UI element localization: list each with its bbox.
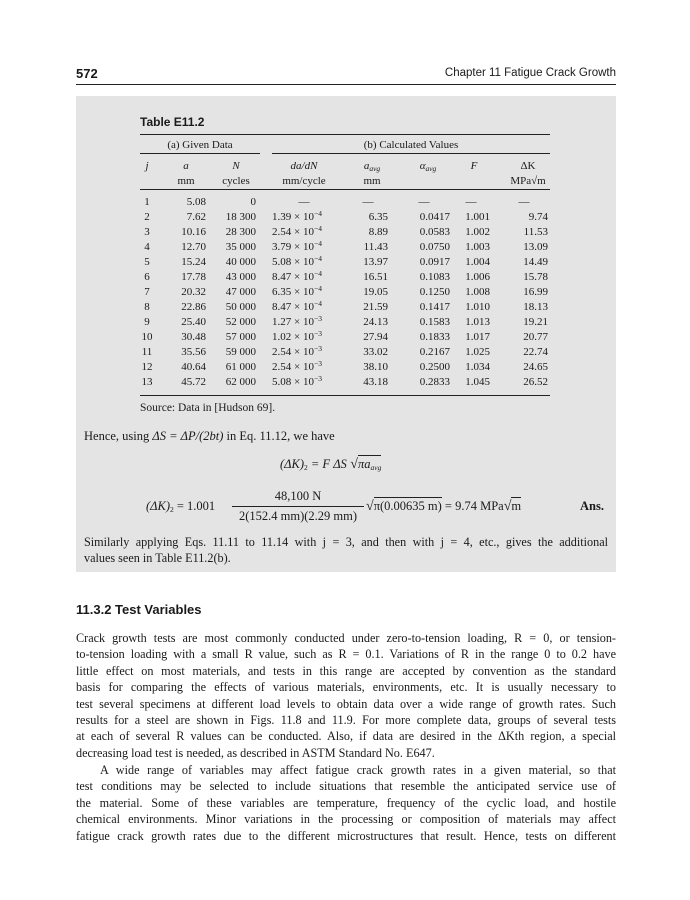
cell-alpha-avg: 0.0583 xyxy=(419,226,450,238)
cell-j: 6 xyxy=(144,271,150,283)
col-header-n: N xyxy=(232,160,240,172)
cell-delta-k: 15.78 xyxy=(523,271,548,283)
cell-delta-k: 18.13 xyxy=(523,301,548,313)
col-header-alpha-avg: $\alpha_{avg}$ xyxy=(419,160,437,173)
unit-dadn: mm/cycle xyxy=(282,175,326,187)
group-calculated-rule xyxy=(272,153,550,154)
group-calculated-label: (b) Calculated Values xyxy=(363,139,459,151)
cell-j: 8 xyxy=(144,301,150,313)
cell-dadn-mantissa: 2.54 × 10 xyxy=(272,346,314,358)
cell-delta-k: 11.53 xyxy=(523,226,548,238)
cell-dadn-mantissa: 3.79 × 10 xyxy=(272,241,314,253)
cell-a-avg: 19.05 xyxy=(363,286,388,298)
page-number: 572 xyxy=(76,66,98,81)
cell-a: 5.08 xyxy=(186,196,206,208)
paragraph-line: basis for comparing the effects of various materials, environments, etc. It is usually necessary to xyxy=(76,680,616,695)
paragraph-line: to-tension loading with a small R value, such as R = 0.1. Variations of R in the range 0 to 0.2 have xyxy=(76,647,616,662)
cell-f: 1.004 xyxy=(465,256,490,268)
cell-dadn-exponent: −3 xyxy=(313,374,322,383)
cell-delta-k: 22.74 xyxy=(523,346,548,358)
cell-a: 15.24 xyxy=(181,256,206,268)
table-title: Table E11.2 xyxy=(140,115,205,129)
cell-f: — xyxy=(465,196,477,208)
example-intro: Hence, using ΔS = ΔP/(2bt) in Eq. 11.12, we have xyxy=(84,429,335,443)
section-paragraph-1 xyxy=(76,630,616,761)
cell-dadn xyxy=(272,256,336,269)
cell-a-avg: — xyxy=(362,196,374,208)
equation-2-fraction-bar xyxy=(232,506,364,507)
cell-f: 1.006 xyxy=(465,271,490,283)
cell-j: 9 xyxy=(144,316,150,328)
section-heading: 11.3.2 Test Variables xyxy=(76,602,202,617)
cell-dadn-exponent: −4 xyxy=(313,299,322,308)
cell-dadn-mantissa: 8.47 × 10 xyxy=(272,271,314,283)
cell-j: 12 xyxy=(141,361,153,373)
col-header-dadn: da/dN xyxy=(290,160,318,172)
cell-delta-k: 24.65 xyxy=(523,361,548,373)
equation-2-numerator: 48,100 N xyxy=(274,489,322,503)
unit-a-avg: mm xyxy=(363,175,381,187)
cell-n: 52 000 xyxy=(225,316,256,328)
cell-alpha-avg: 0.0917 xyxy=(419,256,450,268)
cell-dadn-mantissa: 2.54 × 10 xyxy=(272,361,314,373)
cell-dadn xyxy=(272,331,336,344)
col-header-a-avg: $a_{avg}$ xyxy=(363,160,381,173)
cell-j: 13 xyxy=(141,376,153,388)
cell-delta-k: 26.52 xyxy=(523,376,548,388)
cell-a-avg: 27.94 xyxy=(363,331,388,343)
paragraph-line: Crack growth tests are most commonly conducted under zero-to-tension loading, R = 0, or tension- xyxy=(76,631,616,645)
cell-dadn xyxy=(272,346,336,359)
cell-dadn xyxy=(272,316,336,329)
cell-j: 10 xyxy=(141,331,153,343)
group-given-rule xyxy=(140,153,260,154)
cell-a: 30.48 xyxy=(181,331,206,343)
cell-dadn-mantissa: 1.39 × 10 xyxy=(272,211,314,223)
cell-j: 1 xyxy=(144,196,150,208)
cell-dadn-exponent: −4 xyxy=(313,284,322,293)
cell-dadn-mantissa: 1.02 × 10 xyxy=(272,331,314,343)
cell-f: 1.003 xyxy=(465,241,490,253)
cell-f: 1.002 xyxy=(465,226,490,238)
col-header-f: F xyxy=(470,160,478,172)
cell-n: 47 000 xyxy=(225,286,256,298)
cell-alpha-avg: 0.0750 xyxy=(419,241,450,253)
cell-n: 61 000 xyxy=(225,361,256,373)
cell-n: 43 000 xyxy=(225,271,256,283)
col-header-delta-k: ΔK xyxy=(520,160,536,172)
cell-f: 1.010 xyxy=(465,301,490,313)
cell-dadn-mantissa: 5.08 × 10 xyxy=(272,256,314,268)
cell-a-avg: 8.89 xyxy=(368,226,388,238)
group-given-label: (a) Given Data xyxy=(167,139,233,151)
cell-alpha-avg: 0.1250 xyxy=(419,286,450,298)
unit-delta-k: MPa√m xyxy=(510,175,546,187)
cell-j: 4 xyxy=(144,241,150,253)
example-closing-line: Similarly applying Eqs. 11.11 to 11.14 with j = 3, and then with j = 4, etc., gives the additional xyxy=(84,535,608,549)
paragraph-line: the material. Some of these variables are temperature, frequency of the cyclic load, and hostile xyxy=(76,795,616,810)
cell-dadn-exponent: −4 xyxy=(313,254,322,263)
table-source: Source: Data in [Hudson 69]. xyxy=(140,402,276,414)
cell-a-avg: 13.97 xyxy=(363,256,388,268)
paragraph-line: A wide range of variables may affect fatigue crack growth rates in a given material, so that xyxy=(100,763,616,777)
cell-dadn-exponent: −4 xyxy=(313,224,322,233)
paragraph-line: fatigue crack growth rates due to the different microstructures that result. Hence, tests on different xyxy=(76,828,616,843)
col-header-j: j xyxy=(145,160,149,172)
cell-dadn xyxy=(272,241,336,254)
cell-dadn xyxy=(272,376,336,389)
cell-n: 62 000 xyxy=(225,376,256,388)
cell-dadn: — xyxy=(298,196,310,208)
cell-dadn xyxy=(272,301,336,314)
cell-a: 40.64 xyxy=(181,361,206,373)
cell-j: 2 xyxy=(144,211,150,223)
cell-a: 7.62 xyxy=(186,211,206,223)
cell-alpha-avg: 0.1083 xyxy=(419,271,450,283)
paragraph-line: test conditions may be selected to include situations that resemble the anticipated service use of xyxy=(76,779,616,794)
cell-dadn-exponent: −3 xyxy=(313,344,322,353)
section-paragraph-2 xyxy=(76,762,616,844)
cell-delta-k: 20.77 xyxy=(523,331,548,343)
cell-j: 7 xyxy=(144,286,150,298)
cell-f: 1.017 xyxy=(465,331,490,343)
cell-f: 1.045 xyxy=(465,376,490,388)
equation-2-rhs: √π(0.00635 m) = 9.74 MPa√m xyxy=(366,499,522,514)
paragraph-line: decreasing load test is needed, as described in ASTM Standard No. E647. xyxy=(76,745,435,760)
unit-a: mm xyxy=(177,175,195,187)
cell-n: 50 000 xyxy=(225,301,256,313)
cell-dadn-exponent: −4 xyxy=(313,269,322,278)
cell-a-avg: 16.51 xyxy=(363,271,388,283)
cell-a: 10.16 xyxy=(181,226,206,238)
cell-f: 1.025 xyxy=(465,346,490,358)
cell-j: 3 xyxy=(144,226,150,238)
cell-delta-k: 13.09 xyxy=(523,241,548,253)
cell-n: 35 000 xyxy=(225,241,256,253)
paragraph-line: little effect on most materials, and tests in this range are accepted by convention as the standard xyxy=(76,663,616,678)
cell-dadn-mantissa: 2.54 × 10 xyxy=(272,226,314,238)
cell-a: 45.72 xyxy=(181,376,206,388)
unit-n: cycles xyxy=(222,175,250,187)
cell-n: 0 xyxy=(250,196,256,208)
equation-2-denominator: 2(152.4 mm)(2.29 mm) xyxy=(238,509,358,523)
cell-dadn xyxy=(272,211,336,224)
cell-delta-k: 16.99 xyxy=(523,286,548,298)
cell-dadn xyxy=(272,286,336,299)
table-header-rule xyxy=(140,189,550,190)
example-closing-line: values seen in Table E11.2(b). xyxy=(84,551,231,566)
cell-a: 12.70 xyxy=(181,241,206,253)
cell-j: 11 xyxy=(141,346,153,358)
cell-n: 40 000 xyxy=(225,256,256,268)
cell-f: 1.001 xyxy=(465,211,490,223)
cell-delta-k: 9.74 xyxy=(528,211,548,223)
cell-f: 1.034 xyxy=(465,361,490,373)
cell-a-avg: 38.10 xyxy=(363,361,388,373)
paragraph-line: chemical environments. Minor variations in the processing or composition of materials may affect xyxy=(76,812,616,827)
cell-dadn-exponent: −3 xyxy=(313,329,322,338)
example-closing xyxy=(84,534,608,567)
cell-n: 59 000 xyxy=(225,346,256,358)
cell-alpha-avg: 0.2833 xyxy=(419,376,450,388)
cell-a-avg: 33.02 xyxy=(363,346,388,358)
cell-n: 28 300 xyxy=(225,226,256,238)
cell-dadn-mantissa: 8.47 × 10 xyxy=(272,301,314,313)
cell-a: 35.56 xyxy=(181,346,206,358)
cell-a: 17.78 xyxy=(181,271,206,283)
cell-a: 20.32 xyxy=(181,286,206,298)
cell-n: 57 000 xyxy=(225,331,256,343)
cell-delta-k: 19.21 xyxy=(523,316,548,328)
equation-2-lhs: $(\Delta K)_2 = 1.001$ xyxy=(146,499,216,514)
cell-a: 25.40 xyxy=(181,316,206,328)
cell-n: 18 300 xyxy=(225,211,256,223)
cell-dadn-mantissa: 6.35 × 10 xyxy=(272,286,314,298)
cell-alpha-avg: 0.1583 xyxy=(419,316,450,328)
cell-dadn xyxy=(272,226,336,239)
cell-dadn-exponent: −4 xyxy=(313,209,322,218)
cell-a-avg: 43.18 xyxy=(363,376,388,388)
cell-dadn-exponent: −3 xyxy=(313,314,322,323)
cell-alpha-avg: 0.2167 xyxy=(419,346,450,358)
cell-a: 22.86 xyxy=(181,301,206,313)
cell-dadn-mantissa: 1.27 × 10 xyxy=(272,316,314,328)
cell-a-avg: 21.59 xyxy=(363,301,388,313)
cell-dadn-exponent: −4 xyxy=(313,239,322,248)
cell-delta-k: — xyxy=(518,196,530,208)
cell-dadn-exponent: −3 xyxy=(313,359,322,368)
cell-a-avg: 11.43 xyxy=(363,241,388,253)
cell-f: 1.008 xyxy=(465,286,490,298)
paragraph-line: at each of several R values can be conducted. Also, if data are desired in the ΔKth region, a special xyxy=(76,729,616,744)
cell-j: 5 xyxy=(144,256,150,268)
cell-alpha-avg: — xyxy=(418,196,430,208)
header-rule xyxy=(76,84,616,85)
paragraph-line: results for a steel are shown in Figs. 11.8 and 11.9. For more complete data, groups of several tests xyxy=(76,713,616,728)
cell-dadn xyxy=(272,361,336,374)
cell-alpha-avg: 0.1833 xyxy=(419,331,450,343)
cell-alpha-avg: 0.2500 xyxy=(419,361,450,373)
paragraph-line: test several specimens at different load levels to obtain data over a wide range of growth rates. Such xyxy=(76,696,616,711)
table-bottom-rule xyxy=(140,395,550,396)
equation-1: $(\Delta K)_2 = F$ ΔS $√\pi a_{avg}$ xyxy=(280,457,382,472)
table-top-rule xyxy=(140,134,550,135)
col-header-a: a xyxy=(183,160,189,172)
cell-a-avg: 24.13 xyxy=(363,316,388,328)
cell-a-avg: 6.35 xyxy=(368,211,388,223)
answer-label: Ans. xyxy=(580,499,604,513)
cell-f: 1.013 xyxy=(465,316,490,328)
cell-dadn-mantissa: 5.08 × 10 xyxy=(272,376,314,388)
cell-delta-k: 14.49 xyxy=(523,256,548,268)
cell-alpha-avg: 0.0417 xyxy=(419,211,450,223)
running-head: Chapter 11 Fatigue Crack Growth xyxy=(444,67,616,79)
cell-dadn xyxy=(272,271,336,284)
cell-alpha-avg: 0.1417 xyxy=(419,301,450,313)
